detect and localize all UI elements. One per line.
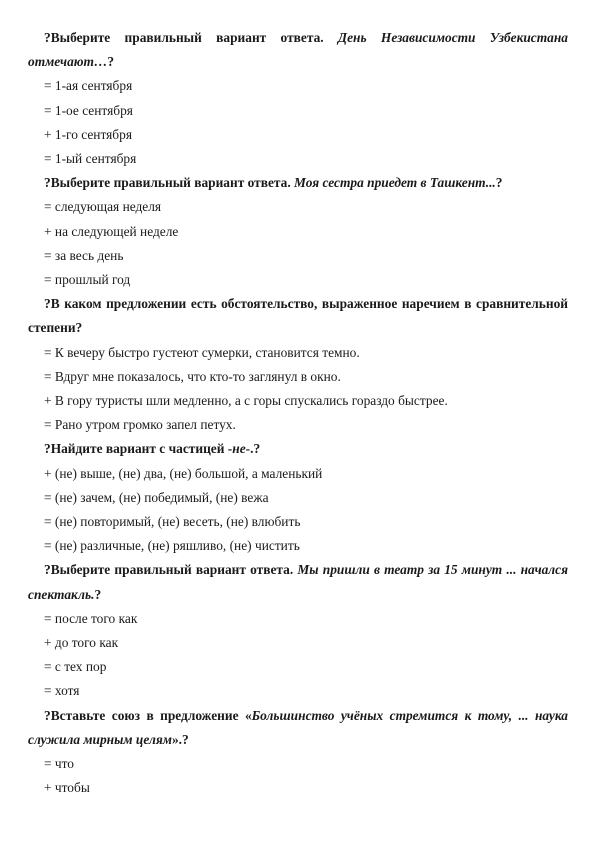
answer-option: = (не) различные, (не) ряшливо, (не) чистить <box>44 538 300 554</box>
answer-option: = за весь день <box>44 247 124 263</box>
answer-option: + до того как <box>44 635 119 651</box>
question-block <box>28 292 568 437</box>
question-block <box>28 704 568 801</box>
question-text: ?Найдите вариант с частицей -не-.? <box>44 441 261 457</box>
answer-option: + (не) выше, (не) два, (не) большой, а маленький <box>44 465 323 481</box>
answer-option: = 1-ый сентября <box>44 151 137 167</box>
answer-option: = что <box>44 756 75 772</box>
question-text: ?Вставьте союз в предложение «Большинство учёных стремится к тому, ... наука служила мирным целям».? <box>28 707 568 747</box>
question-text: ?Выберите правильный вариант ответа. Моя сестра приедет в Ташкент...? <box>44 175 503 191</box>
answer-option: + чтобы <box>44 780 90 796</box>
answer-option: = (не) зачем, (не) победимый, (не) вежа <box>44 489 269 505</box>
question-block <box>28 171 568 292</box>
answer-option: = с тех пор <box>44 659 107 675</box>
question-text: ?Выберите правильный вариант ответа. День Независимости Узбекистана отмечают…? <box>28 30 568 70</box>
question-text: ?Выберите правильный вариант ответа. Мы пришли в театр за 15 минут ... начался спектакль.? <box>28 562 569 602</box>
answer-option: = следующая неделя <box>44 199 162 215</box>
question-block <box>28 26 568 171</box>
question-text: ?В каком предложении есть обстоятельство, выраженное наречием в сравнительной степени? <box>28 296 568 336</box>
answer-option: = прошлый год <box>44 272 131 288</box>
question-block <box>28 558 568 703</box>
answer-option: + В гору туристы шли медленно, а с горы спускались гораздо быстрее. <box>44 393 448 409</box>
answer-option: = хотя <box>44 683 80 699</box>
answer-option: = К вечеру быстро густеют сумерки, становится темно. <box>44 344 360 360</box>
answer-option: + на следующей неделе <box>44 223 179 239</box>
answer-option: = после того как <box>44 610 138 626</box>
answer-option: = 1-ая сентября <box>44 78 133 94</box>
answer-option: = Рано утром громко запел петух. <box>44 417 236 433</box>
answer-option: = (не) повторимый, (не) весеть, (не) влюбить <box>44 514 301 530</box>
document-page <box>28 26 568 801</box>
question-block <box>28 437 568 558</box>
answer-option: = 1-ое сентября <box>44 102 133 118</box>
answer-option: = Вдруг мне показалось, что кто-то заглянул в окно. <box>44 368 341 384</box>
answer-option: + 1-го сентября <box>44 126 132 142</box>
